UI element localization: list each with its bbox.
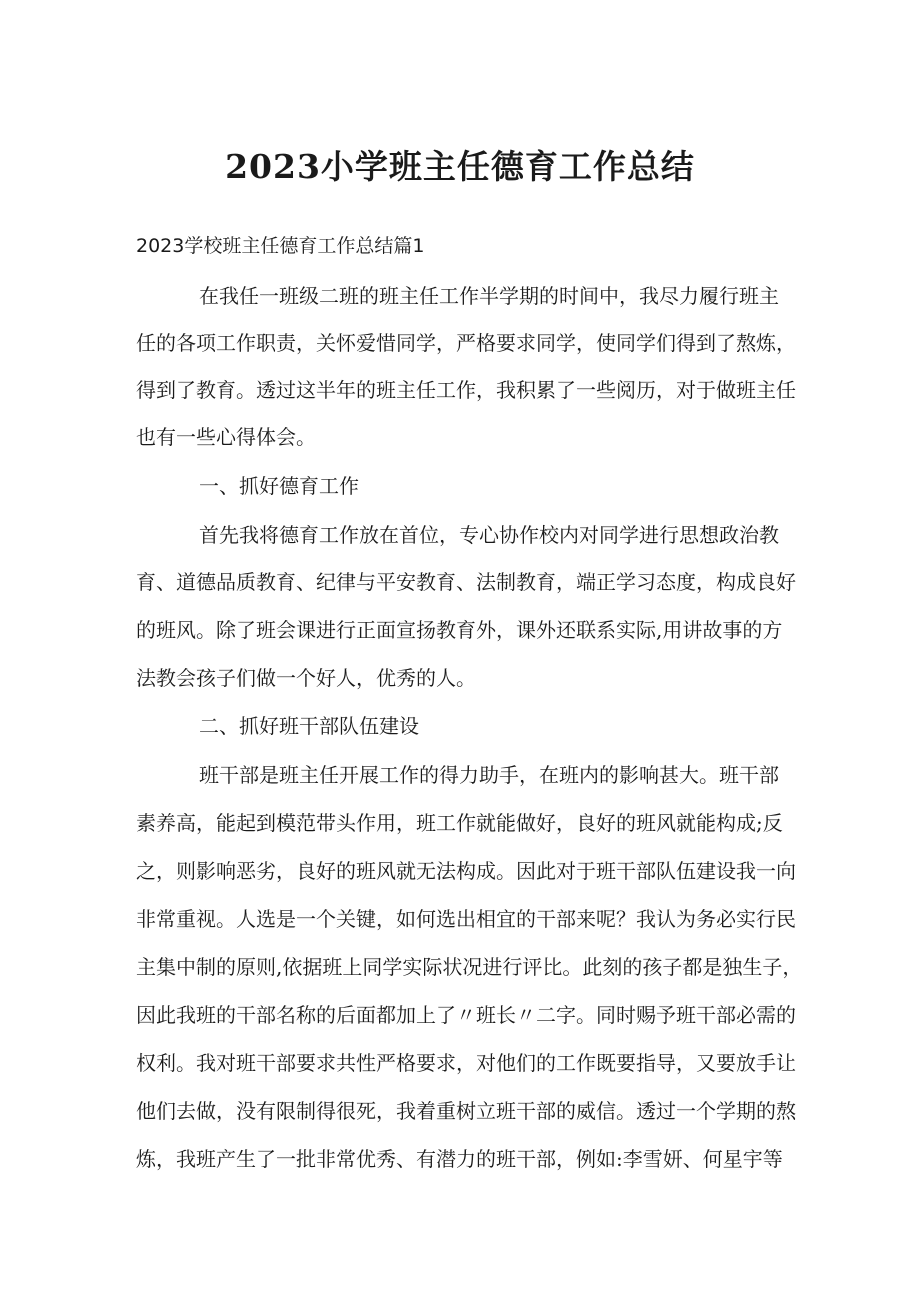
document-title: 2023小学班主任德育工作总结: [225, 147, 695, 186]
paragraph-line: 任的各项工作职责，关怀爱惜同学，严格要求同学，使同学们得到了熬炼，: [136, 331, 796, 355]
paragraph-line: 法教会孩子们做一个好人，优秀的人。: [136, 666, 476, 690]
section-heading: 二、抓好班干部队伍建设: [199, 714, 419, 738]
paragraph-line: 在我任一班级二班的班主任工作半学期的时间中，我尽力履行班主: [199, 284, 779, 308]
paragraph-line: 他们去做，没有限制得很死，我着重树立班干部的威信。透过一个学期的熬: [136, 1099, 796, 1123]
paragraph-line: 也有一些心得体会。: [136, 425, 316, 449]
paragraph-line: 炼，我班产生了一批非常优秀、有潜力的班干部，例如:李雪妍、何星宇等: [136, 1147, 783, 1171]
paragraph-line: 非常重视。人选是一个关键，如何选出相宜的干部来呢？我认为务必实行民: [136, 907, 796, 931]
paragraph-line: 因此我班的干部名称的后面都加上了〃班长〃二字。同时赐予班干部必需的: [136, 1003, 796, 1027]
paragraph-line: 之，则影响恶劣，良好的班风就无法构成。因此对于班干部队伍建设我一向: [136, 859, 796, 883]
paragraph-line: 素养高，能起到模范带头作用，班工作就能做好，良好的班风就能构成;反: [136, 811, 783, 835]
section-heading: 一、抓好德育工作: [199, 474, 359, 498]
paragraph-line: 育、道德品质教育、纪律与平安教育、法制教育，端正学习态度，构成良好: [136, 570, 796, 594]
paragraph-line: 权利。我对班干部要求共性严格要求，对他们的工作既要指导，又要放手让: [136, 1051, 796, 1075]
paragraph-line: 班干部是班主任开展工作的得力助手，在班内的影响甚大。班干部: [199, 763, 779, 787]
paragraph-line: 得到了教育。透过这半年的班主任工作，我积累了一些阅历，对于做班主任: [136, 378, 796, 402]
paragraph-line: 首先我将德育工作放在首位，专心协作校内对同学进行思想政治教: [199, 523, 779, 547]
paragraph-line: 的班风。除了班会课进行正面宣扬教育外，课外还联系实际,用讲故事的方: [136, 618, 783, 642]
document-subtitle: 2023学校班主任德育工作总结篇1: [136, 235, 425, 257]
paragraph-line: 主集中制的原则,依据班上同学实际状况进行评比。此刻的孩子都是独生子，: [136, 955, 803, 979]
